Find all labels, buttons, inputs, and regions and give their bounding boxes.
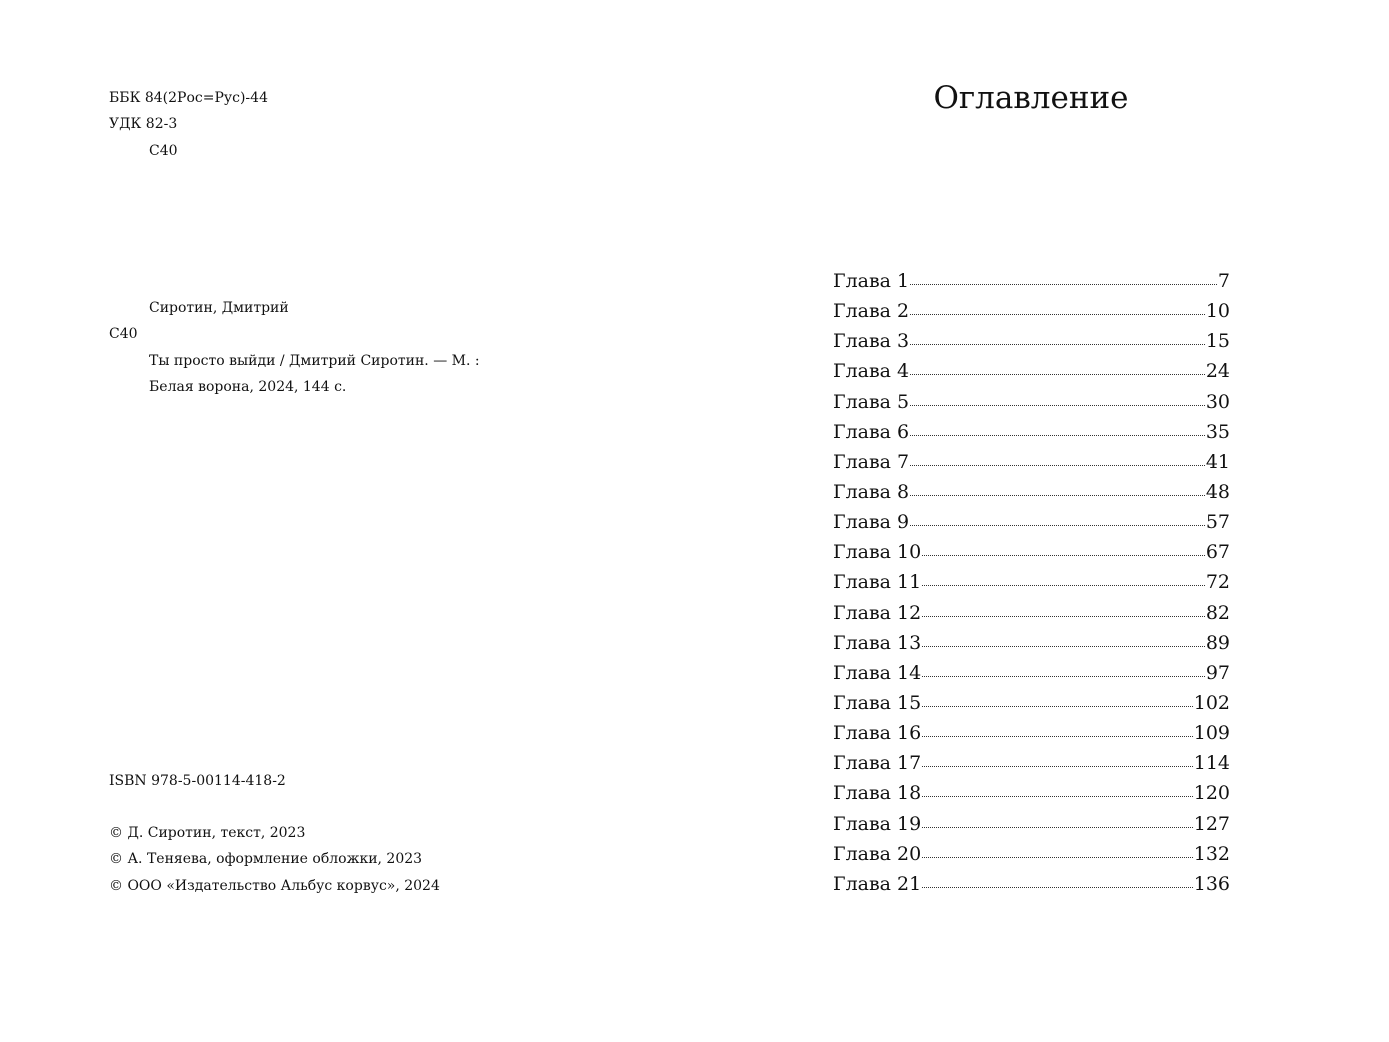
- author-mark-top: С40: [149, 143, 178, 159]
- toc-entry[interactable]: [833, 417, 1230, 447]
- toc-entry-page-number: 132: [1193, 842, 1230, 865]
- bbk-code: ББК 84(2Рос=Рус)-44: [109, 90, 268, 106]
- toc-entry-page-number: 57: [1205, 511, 1230, 534]
- toc-dot-leader: [910, 284, 1217, 285]
- toc-entry[interactable]: [833, 296, 1230, 326]
- toc-entry[interactable]: [833, 598, 1230, 628]
- toc-dot-leader: [922, 706, 1193, 707]
- toc-entry[interactable]: [833, 477, 1230, 507]
- toc-dot-leader: [922, 616, 1205, 617]
- toc-entry-label: Глава 12: [833, 601, 922, 624]
- toc-entry[interactable]: [833, 748, 1230, 778]
- toc-entry-page-number: 127: [1193, 812, 1230, 835]
- contents-page: [694, 0, 1389, 1042]
- toc-entry-page-number: 41: [1205, 450, 1230, 473]
- toc-entry[interactable]: [833, 266, 1230, 296]
- toc-dot-leader: [922, 827, 1193, 828]
- toc-entry-page-number: 82: [1205, 601, 1230, 624]
- author-heading: Сиротин, Дмитрий: [149, 300, 289, 316]
- toc-dot-leader: [922, 766, 1193, 767]
- toc-dot-leader: [922, 736, 1193, 737]
- isbn: ISBN 978-5-00114-418-2: [109, 773, 286, 789]
- toc-entry-label: Глава 20: [833, 842, 922, 865]
- toc-dot-leader: [910, 495, 1205, 496]
- toc-entry-label: Глава 15: [833, 691, 922, 714]
- toc-entry[interactable]: [833, 809, 1230, 839]
- toc-entry[interactable]: [833, 688, 1230, 718]
- toc-entry-label: Глава 21: [833, 872, 922, 895]
- toc-dot-leader: [922, 585, 1205, 586]
- description-line-2: Белая ворона, 2024, 144 с.: [149, 379, 347, 395]
- toc-entry-page-number: 114: [1193, 752, 1230, 775]
- toc-dot-leader: [910, 374, 1205, 375]
- toc-entry[interactable]: [833, 718, 1230, 748]
- toc-entry-page-number: 97: [1205, 661, 1230, 684]
- toc-entry[interactable]: [833, 628, 1230, 658]
- toc-dot-leader: [910, 344, 1205, 345]
- toc-entry-page-number: 30: [1205, 390, 1230, 413]
- toc-dot-leader: [922, 555, 1205, 556]
- toc-entry-label: Глава 5: [833, 390, 910, 413]
- copyright-text: © Д. Сиротин, текст, 2023: [109, 825, 306, 841]
- toc-entry-label: Глава 10: [833, 541, 922, 564]
- toc-dot-leader: [910, 435, 1205, 436]
- toc-entry[interactable]: [833, 447, 1230, 477]
- toc-entry[interactable]: [833, 658, 1230, 688]
- toc-entry[interactable]: [833, 387, 1230, 417]
- toc-entry-label: Глава 19: [833, 812, 922, 835]
- toc-title: Оглавление: [933, 80, 1129, 116]
- toc-entry-page-number: 24: [1205, 360, 1230, 383]
- toc-entry-label: Глава 13: [833, 631, 922, 654]
- toc-entry-label: Глава 3: [833, 330, 910, 353]
- toc-entry-label: Глава 16: [833, 722, 922, 745]
- toc-dot-leader: [922, 676, 1205, 677]
- toc-entry-label: Глава 4: [833, 360, 910, 383]
- toc-entry[interactable]: [833, 326, 1230, 356]
- toc-entry-page-number: 102: [1193, 691, 1230, 714]
- toc-entry-page-number: 136: [1193, 872, 1230, 895]
- toc-entry[interactable]: [833, 537, 1230, 567]
- toc-entry[interactable]: [833, 839, 1230, 869]
- toc-dot-leader: [922, 796, 1193, 797]
- toc-dot-leader: [910, 525, 1205, 526]
- toc-entry-page-number: 48: [1205, 480, 1230, 503]
- toc-entry-page-number: 120: [1193, 782, 1230, 805]
- toc-dot-leader: [922, 646, 1205, 647]
- toc-entry-label: Глава 2: [833, 300, 910, 323]
- toc-entry-label: Глава 11: [833, 571, 922, 594]
- toc-entry[interactable]: [833, 507, 1230, 537]
- toc-dot-leader: [922, 857, 1193, 858]
- author-mark: С40: [109, 326, 138, 342]
- toc-entry-label: Глава 17: [833, 752, 922, 775]
- toc-entry-label: Глава 7: [833, 450, 910, 473]
- toc-entry-page-number: 72: [1205, 571, 1230, 594]
- toc-entry-label: Глава 1: [833, 270, 910, 292]
- toc-entry-page-number: 67: [1205, 541, 1230, 564]
- description-line-1: Ты просто выйди / Дмитрий Сиротин. — М. :: [149, 353, 480, 369]
- toc-entry-label: Глава 18: [833, 782, 922, 805]
- toc-dot-leader: [922, 887, 1193, 888]
- copyright-publisher: © ООО «Издательство Альбус корвус», 2024: [109, 878, 440, 894]
- toc-entry[interactable]: [833, 567, 1230, 597]
- toc-entry[interactable]: [833, 778, 1230, 808]
- toc-entry-page-number: 89: [1205, 631, 1230, 654]
- toc-entry-label: Глава 14: [833, 661, 922, 684]
- udk-code: УДК 82-3: [109, 116, 178, 132]
- imprint-page: [0, 0, 694, 1042]
- toc-entry-page-number: 109: [1193, 722, 1230, 745]
- toc-entry-label: Глава 9: [833, 511, 910, 534]
- toc-dot-leader: [910, 405, 1205, 406]
- copyright-cover: © А. Теняева, оформление обложки, 2023: [109, 851, 423, 867]
- toc-entry-page-number: 15: [1205, 330, 1230, 353]
- toc-entry-page-number: 35: [1205, 420, 1230, 443]
- toc-dot-leader: [910, 314, 1205, 315]
- toc-entry-page-number: 7: [1217, 270, 1230, 292]
- toc-entry[interactable]: [833, 869, 1230, 899]
- table-of-contents: [833, 266, 1230, 899]
- toc-entry-page-number: 10: [1205, 300, 1230, 323]
- toc-entry-label: Глава 6: [833, 420, 910, 443]
- toc-entry-label: Глава 8: [833, 480, 910, 503]
- toc-entry[interactable]: [833, 356, 1230, 386]
- toc-dot-leader: [910, 465, 1205, 466]
